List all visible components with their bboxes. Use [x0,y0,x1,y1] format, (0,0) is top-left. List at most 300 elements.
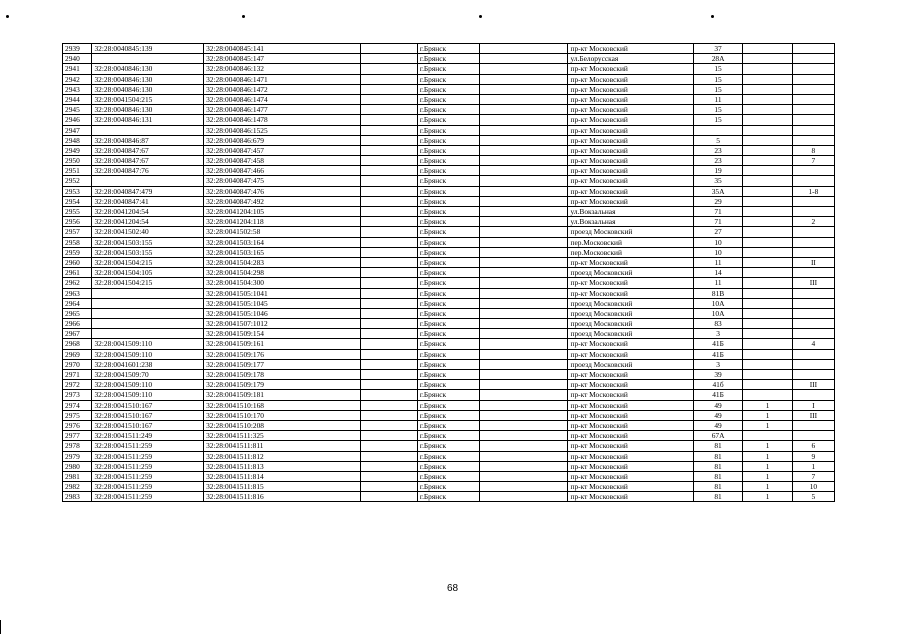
row-number: 2949 [63,145,92,155]
row-number: 2972 [63,380,92,390]
house-number: 15 [693,115,743,125]
object-cadastral-number: 32:28:0041204:118 [204,217,361,227]
page-number: 68 [446,583,459,594]
object-cadastral-number: 32:28:0041502:58 [204,227,361,237]
street: пер.Московский [568,237,693,247]
parcel-cadastral-number: 32:28:0041204:54 [92,207,204,217]
city: г.Брянск [417,54,479,64]
street: пр-кт Московский [568,420,693,430]
house-number: 29 [693,196,743,206]
empty-cell [361,217,418,227]
city: г.Брянск [417,125,479,135]
building-number [743,257,793,267]
house-number: 15 [693,64,743,74]
row-number: 2981 [63,471,92,481]
empty-cell [361,370,418,380]
street: проезд Московский [568,319,693,329]
object-cadastral-number: 32:28:0041509:178 [204,370,361,380]
row-number: 2965 [63,308,92,318]
parcel-cadastral-number: 32:28:0040846:130 [92,84,204,94]
house-number: 39 [693,370,743,380]
empty-cell [480,237,568,247]
house-number: 41Б [693,349,743,359]
object-cadastral-number: 32:28:0041510:208 [204,420,361,430]
building-number: 1 [743,451,793,461]
building-number [743,288,793,298]
empty-cell [361,237,418,247]
table-row [63,64,835,74]
city: г.Брянск [417,145,479,155]
object-cadastral-number: 32:28:0040846:1474 [204,94,361,104]
building-number: 1 [743,492,793,502]
premises-number: I [792,400,834,410]
house-number: 5 [693,135,743,145]
street: проезд Московский [568,227,693,237]
parcel-cadastral-number: 32:28:0040846:131 [92,115,204,125]
street: пр-кт Московский [568,176,693,186]
city: г.Брянск [417,247,479,257]
house-number: 3 [693,359,743,369]
object-cadastral-number: 32:28:0041511:811 [204,441,361,451]
city: г.Брянск [417,196,479,206]
premises-number: III [792,278,834,288]
scan-dot [242,15,245,18]
empty-cell [480,278,568,288]
empty-cell [480,145,568,155]
object-cadastral-number: 32:28:0041509:179 [204,380,361,390]
premises-number [792,390,834,400]
empty-cell [361,54,418,64]
empty-cell [480,186,568,196]
street: пр-кт Московский [568,482,693,492]
building-number [743,84,793,94]
empty-cell [361,471,418,481]
table-row [63,105,835,115]
city: г.Брянск [417,156,479,166]
row-number: 2962 [63,278,92,288]
premises-number [792,268,834,278]
city: г.Брянск [417,420,479,430]
premises-number [792,349,834,359]
parcel-cadastral-number [92,288,204,298]
object-cadastral-number: 32:28:0040846:1477 [204,105,361,115]
empty-cell [361,227,418,237]
empty-cell [480,74,568,84]
parcel-cadastral-number: 32:28:0041509:110 [92,349,204,359]
table-row [63,54,835,64]
street: пр-кт Московский [568,339,693,349]
empty-cell [361,431,418,441]
street: пр-кт Московский [568,156,693,166]
row-number: 2974 [63,400,92,410]
table-row [63,461,835,471]
street: пр-кт Московский [568,105,693,115]
building-number [743,278,793,288]
parcel-cadastral-number: 32:28:0041504:105 [92,268,204,278]
premises-number [792,431,834,441]
empty-cell [480,461,568,471]
object-cadastral-number: 32:28:0040846:1478 [204,115,361,125]
empty-cell [361,257,418,267]
empty-cell [480,84,568,94]
empty-cell [361,44,418,54]
house-number: 28А [693,54,743,64]
parcel-cadastral-number: 32:28:0041510:167 [92,400,204,410]
empty-cell [361,196,418,206]
row-number: 2955 [63,207,92,217]
empty-cell [480,257,568,267]
table-row [63,196,835,206]
table-row [63,186,835,196]
premises-number [792,135,834,145]
premises-number: 8 [792,145,834,155]
object-cadastral-number: 32:28:0041511:812 [204,451,361,461]
empty-cell [480,288,568,298]
house-number: 37 [693,44,743,54]
street: пр-кт Московский [568,257,693,267]
object-cadastral-number: 32:28:0040846:1471 [204,74,361,84]
street: проезд Московский [568,329,693,339]
building-number: 1 [743,471,793,481]
building-number [743,115,793,125]
row-number: 2976 [63,420,92,430]
object-cadastral-number: 32:28:0040847:466 [204,166,361,176]
building-number [743,135,793,145]
premises-number [792,227,834,237]
house-number: 35А [693,186,743,196]
street: пр-кт Московский [568,145,693,155]
empty-cell [361,298,418,308]
house-number: 14 [693,268,743,278]
row-number: 2943 [63,84,92,94]
premises-number [792,105,834,115]
table-row [63,44,835,54]
empty-cell [480,298,568,308]
parcel-cadastral-number [92,319,204,329]
table-row [63,380,835,390]
table-row [63,329,835,339]
parcel-cadastral-number: 32:28:0041601:238 [92,359,204,369]
premises-number [792,176,834,186]
empty-cell [480,54,568,64]
row-number: 2969 [63,349,92,359]
table-row [63,390,835,400]
empty-cell [480,135,568,145]
city: г.Брянск [417,400,479,410]
street: пр-кт Московский [568,186,693,196]
row-number: 2953 [63,186,92,196]
premises-number: 6 [792,441,834,451]
row-number: 2963 [63,288,92,298]
premises-number: 7 [792,156,834,166]
city: г.Брянск [417,115,479,125]
city: г.Брянск [417,492,479,502]
empty-cell [361,390,418,400]
street: пр-кт Московский [568,390,693,400]
row-number: 2967 [63,329,92,339]
street: пр-кт Московский [568,370,693,380]
empty-cell [361,441,418,451]
row-number: 2945 [63,105,92,115]
row-number: 2951 [63,166,92,176]
building-number [743,74,793,84]
empty-cell [361,268,418,278]
city: г.Брянск [417,257,479,267]
row-number: 2950 [63,156,92,166]
empty-cell [480,115,568,125]
row-number: 2957 [63,227,92,237]
empty-cell [480,247,568,257]
empty-cell [361,451,418,461]
house-number: 27 [693,227,743,237]
row-number: 2959 [63,247,92,257]
parcel-cadastral-number: 32:28:0041504:215 [92,94,204,104]
empty-cell [361,278,418,288]
object-cadastral-number: 32:28:0040847:492 [204,196,361,206]
premises-number: 1-8 [792,186,834,196]
street: пр-кт Московский [568,196,693,206]
parcel-cadastral-number: 32:28:0041511:259 [92,482,204,492]
building-number [743,64,793,74]
table-row [63,125,835,135]
building-number [743,339,793,349]
parcel-cadastral-number: 32:28:0041509:110 [92,390,204,400]
empty-cell [480,400,568,410]
object-cadastral-number: 32:28:0041509:177 [204,359,361,369]
row-number: 2958 [63,237,92,247]
object-cadastral-number: 32:28:0040845:147 [204,54,361,64]
empty-cell [480,471,568,481]
building-number [743,390,793,400]
house-number: 35 [693,176,743,186]
table-row [63,115,835,125]
premises-number [792,64,834,74]
row-number: 2979 [63,451,92,461]
empty-cell [361,482,418,492]
table-row [63,156,835,166]
empty-cell [480,166,568,176]
parcel-cadastral-number: 32:28:0041503:155 [92,247,204,257]
premises-number [792,298,834,308]
parcel-cadastral-number: 32:28:0040845:139 [92,44,204,54]
house-number: 81 [693,451,743,461]
object-cadastral-number: 32:28:0041511:816 [204,492,361,502]
empty-cell [361,84,418,94]
premises-number [792,196,834,206]
empty-cell [361,410,418,420]
house-number: 15 [693,105,743,115]
city: г.Брянск [417,268,479,278]
premises-number [792,237,834,247]
object-cadastral-number: 32:28:0040847:476 [204,186,361,196]
object-cadastral-number: 32:28:0041504:298 [204,268,361,278]
empty-cell [480,359,568,369]
empty-cell [480,492,568,502]
empty-cell [480,482,568,492]
premises-number: 5 [792,492,834,502]
table-row [63,94,835,104]
empty-cell [480,196,568,206]
building-number [743,329,793,339]
premises-number [792,329,834,339]
house-number: 23 [693,145,743,155]
table-row [63,227,835,237]
parcel-cadastral-number: 32:28:0040847:41 [92,196,204,206]
empty-cell [480,370,568,380]
building-number [743,370,793,380]
table-row [63,166,835,176]
row-number: 2982 [63,482,92,492]
parcel-cadastral-number: 32:28:0041502:40 [92,227,204,237]
house-number: 71 [693,207,743,217]
empty-cell [480,94,568,104]
street: пр-кт Московский [568,288,693,298]
row-number: 2947 [63,125,92,135]
parcel-cadastral-number: 32:28:0041509:110 [92,339,204,349]
empty-cell [361,166,418,176]
city: г.Брянск [417,84,479,94]
building-number: 1 [743,482,793,492]
house-number: 49 [693,420,743,430]
object-cadastral-number: 32:28:0041511:815 [204,482,361,492]
empty-cell [480,268,568,278]
city: г.Брянск [417,308,479,318]
building-number [743,308,793,318]
empty-cell [480,410,568,420]
object-cadastral-number: 32:28:0040846:679 [204,135,361,145]
street: пр-кт Московский [568,166,693,176]
city: г.Брянск [417,298,479,308]
street: проезд Московский [568,308,693,318]
house-number: 83 [693,319,743,329]
premises-number: 2 [792,217,834,227]
scan-dot [711,15,714,18]
table-row [63,84,835,94]
street: пр-кт Московский [568,94,693,104]
street: пр-кт Московский [568,461,693,471]
building-number [743,145,793,155]
empty-cell [480,217,568,227]
street: пр-кт Московский [568,115,693,125]
building-number: 1 [743,441,793,451]
empty-cell [480,319,568,329]
parcel-cadastral-number: 32:28:0040847:76 [92,166,204,176]
parcel-cadastral-number: 32:28:0041509:110 [92,380,204,390]
street: пр-кт Московский [568,451,693,461]
street: пер.Московский [568,247,693,257]
city: г.Брянск [417,217,479,227]
house-number: 41Б [693,339,743,349]
house-number: 81 [693,492,743,502]
empty-cell [361,125,418,135]
parcel-cadastral-number: 32:28:0040846:130 [92,74,204,84]
empty-cell [480,156,568,166]
row-number: 2978 [63,441,92,451]
empty-cell [480,329,568,339]
premises-number [792,308,834,318]
parcel-cadastral-number [92,298,204,308]
street: пр-кт Московский [568,410,693,420]
city: г.Брянск [417,278,479,288]
table-row [63,441,835,451]
building-number [743,125,793,135]
city: г.Брянск [417,237,479,247]
empty-cell [361,339,418,349]
house-number: 11 [693,94,743,104]
empty-cell [480,431,568,441]
empty-cell [480,420,568,430]
street: пр-кт Московский [568,125,693,135]
empty-cell [480,176,568,186]
building-number: 1 [743,461,793,471]
house-number: 3 [693,329,743,339]
object-cadastral-number: 32:28:0041503:165 [204,247,361,257]
premises-number [792,247,834,257]
house-number: 67А [693,431,743,441]
empty-cell [361,94,418,104]
house-number: 19 [693,166,743,176]
house-number: 41б [693,380,743,390]
premises-number [792,125,834,135]
building-number [743,105,793,115]
parcel-cadastral-number: 32:28:0041509:70 [92,370,204,380]
parcel-cadastral-number [92,54,204,64]
empty-cell [361,359,418,369]
house-number: 49 [693,410,743,420]
house-number: 11 [693,278,743,288]
row-number: 2946 [63,115,92,125]
row-number: 2961 [63,268,92,278]
premises-number: III [792,410,834,420]
table-row [63,176,835,186]
property-registry-table [62,43,835,502]
object-cadastral-number: 32:28:0041507:1012 [204,319,361,329]
empty-cell [361,349,418,359]
house-number: 10А [693,308,743,318]
street: ул.Белорусская [568,54,693,64]
city: г.Брянск [417,176,479,186]
building-number [743,186,793,196]
city: г.Брянск [417,166,479,176]
city: г.Брянск [417,370,479,380]
premises-number [792,44,834,54]
object-cadastral-number: 32:28:0040847:457 [204,145,361,155]
table-row [63,298,835,308]
table-row [63,145,835,155]
city: г.Брянск [417,64,479,74]
premises-number: 9 [792,451,834,461]
parcel-cadastral-number: 32:28:0041511:259 [92,471,204,481]
empty-cell [480,125,568,135]
city: г.Брянск [417,329,479,339]
empty-cell [361,247,418,257]
city: г.Брянск [417,74,479,84]
object-cadastral-number: 32:28:0041511:813 [204,461,361,471]
city: г.Брянск [417,410,479,420]
premises-number [792,207,834,217]
row-number: 2971 [63,370,92,380]
table-row [63,237,835,247]
city: г.Брянск [417,339,479,349]
parcel-cadastral-number: 32:28:0040847:479 [92,186,204,196]
city: г.Брянск [417,186,479,196]
premises-number [792,420,834,430]
object-cadastral-number: 32:28:0041509:181 [204,390,361,400]
row-number: 2964 [63,298,92,308]
table-row [63,492,835,502]
table-row [63,420,835,430]
building-number [743,237,793,247]
